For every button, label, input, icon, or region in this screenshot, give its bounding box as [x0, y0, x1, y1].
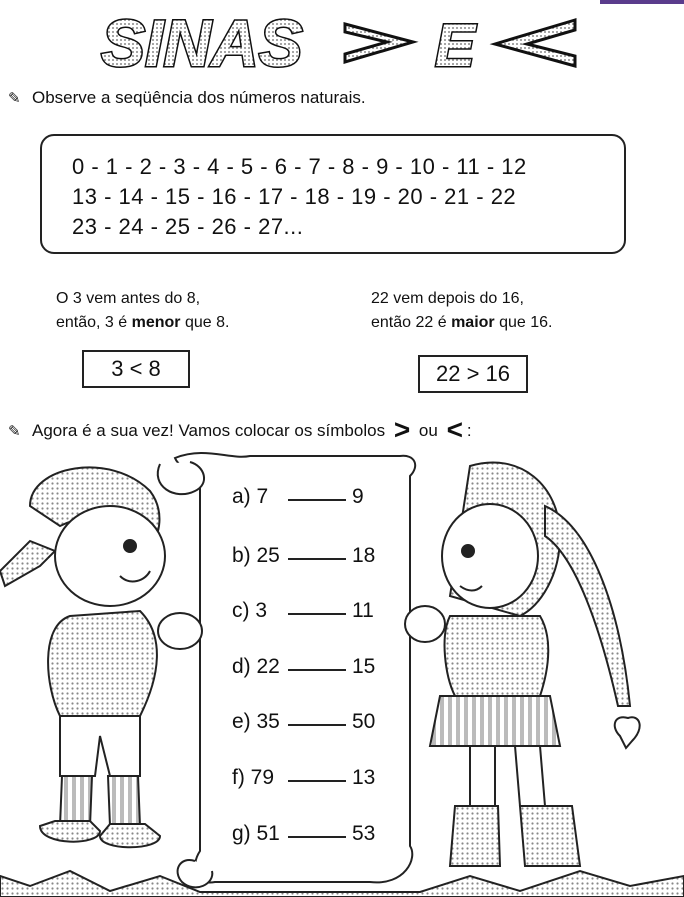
sequence-line-1: 0 - 1 - 2 - 3 - 4 - 5 - 6 - 7 - 8 - 9 - 10 - 11 - 12 [72, 154, 527, 179]
girl-character [405, 462, 640, 866]
greater-than-symbol [345, 24, 413, 62]
answer-blank[interactable] [288, 597, 346, 615]
pencil-icon: ✎ [8, 423, 21, 440]
less-than-glyph: < [446, 414, 463, 445]
exercise-label: e) 35 [232, 710, 280, 733]
exercise-label: g) 51 [232, 822, 280, 845]
exercise-second-number: 9 [352, 485, 364, 508]
answer-blank[interactable] [288, 483, 346, 501]
example-right-line-1: 22 vem depois do 16, [371, 290, 524, 307]
example-greater-than-box: 22 > 16 [418, 355, 528, 393]
example-greater-than-text [371, 287, 552, 335]
exercise-second-number: 13 [352, 766, 376, 789]
answer-blank[interactable] [288, 708, 346, 726]
title-word: SINAS [101, 6, 303, 80]
exercise-item [232, 542, 382, 568]
sequence-line-3: 23 - 24 - 25 - 26 - 27... [72, 214, 304, 239]
exercise-item [232, 764, 382, 790]
worksheet-title [95, 2, 595, 80]
exercise-second-number: 15 [352, 655, 376, 678]
title-art [95, 2, 595, 80]
exercise-label: c) 3 [232, 599, 268, 622]
exercise-label: b) 25 [232, 544, 280, 567]
pencil-icon: ✎ [8, 90, 21, 107]
exercise-item [232, 820, 382, 846]
exercise-label: d) 22 [232, 655, 280, 678]
exercise-label: a) 7 [232, 485, 269, 508]
keyword-menor: menor [131, 314, 181, 331]
instruction-your-turn-text: Agora é a sua vez! Vamos colocar os símbolos [32, 421, 386, 440]
example-left-line-1: O 3 vem antes do 8, [56, 290, 201, 307]
exercise-item [232, 708, 382, 734]
top-accent-line [600, 0, 684, 4]
instruction-observe-text: Observe a seqüência dos números naturais. [32, 88, 366, 107]
exercise-item [232, 597, 382, 623]
example-less-than-box: 3 < 8 [82, 350, 190, 388]
exercise-item [232, 653, 382, 679]
less-than-symbol [495, 20, 575, 66]
keyword-maior: maior [451, 314, 495, 331]
instruction-your-turn: ✎ Agora é a sua vez! Vamos colocar os símbolos > ou < : [8, 414, 472, 445]
greater-than-glyph: > [393, 414, 411, 445]
instruction-observe [8, 88, 366, 108]
exercise-second-number: 50 [352, 710, 376, 733]
exercise-item [232, 483, 382, 509]
sequence-line-2: 13 - 14 - 15 - 16 - 17 - 18 - 19 - 20 - 21 - 22 [72, 184, 517, 209]
boy-character [0, 467, 202, 847]
exercise-second-number: 18 [352, 544, 376, 567]
exercise-label: f) 79 [232, 766, 275, 789]
answer-blank[interactable] [288, 820, 346, 838]
answer-blank[interactable] [288, 653, 346, 671]
exercise-second-number: 11 [352, 599, 374, 622]
title-conjunction: E [435, 12, 476, 79]
answer-blank[interactable] [288, 764, 346, 782]
exercise-second-number: 53 [352, 822, 376, 845]
example-right-line-2: então 22 é maior que 16. [371, 314, 553, 331]
answer-blank[interactable] [288, 542, 346, 560]
example-less-than-text [56, 287, 229, 335]
or-word: ou [418, 421, 438, 440]
number-sequence-box [40, 134, 626, 254]
example-left-line-2: então, 3 é menor que 8. [56, 314, 230, 331]
